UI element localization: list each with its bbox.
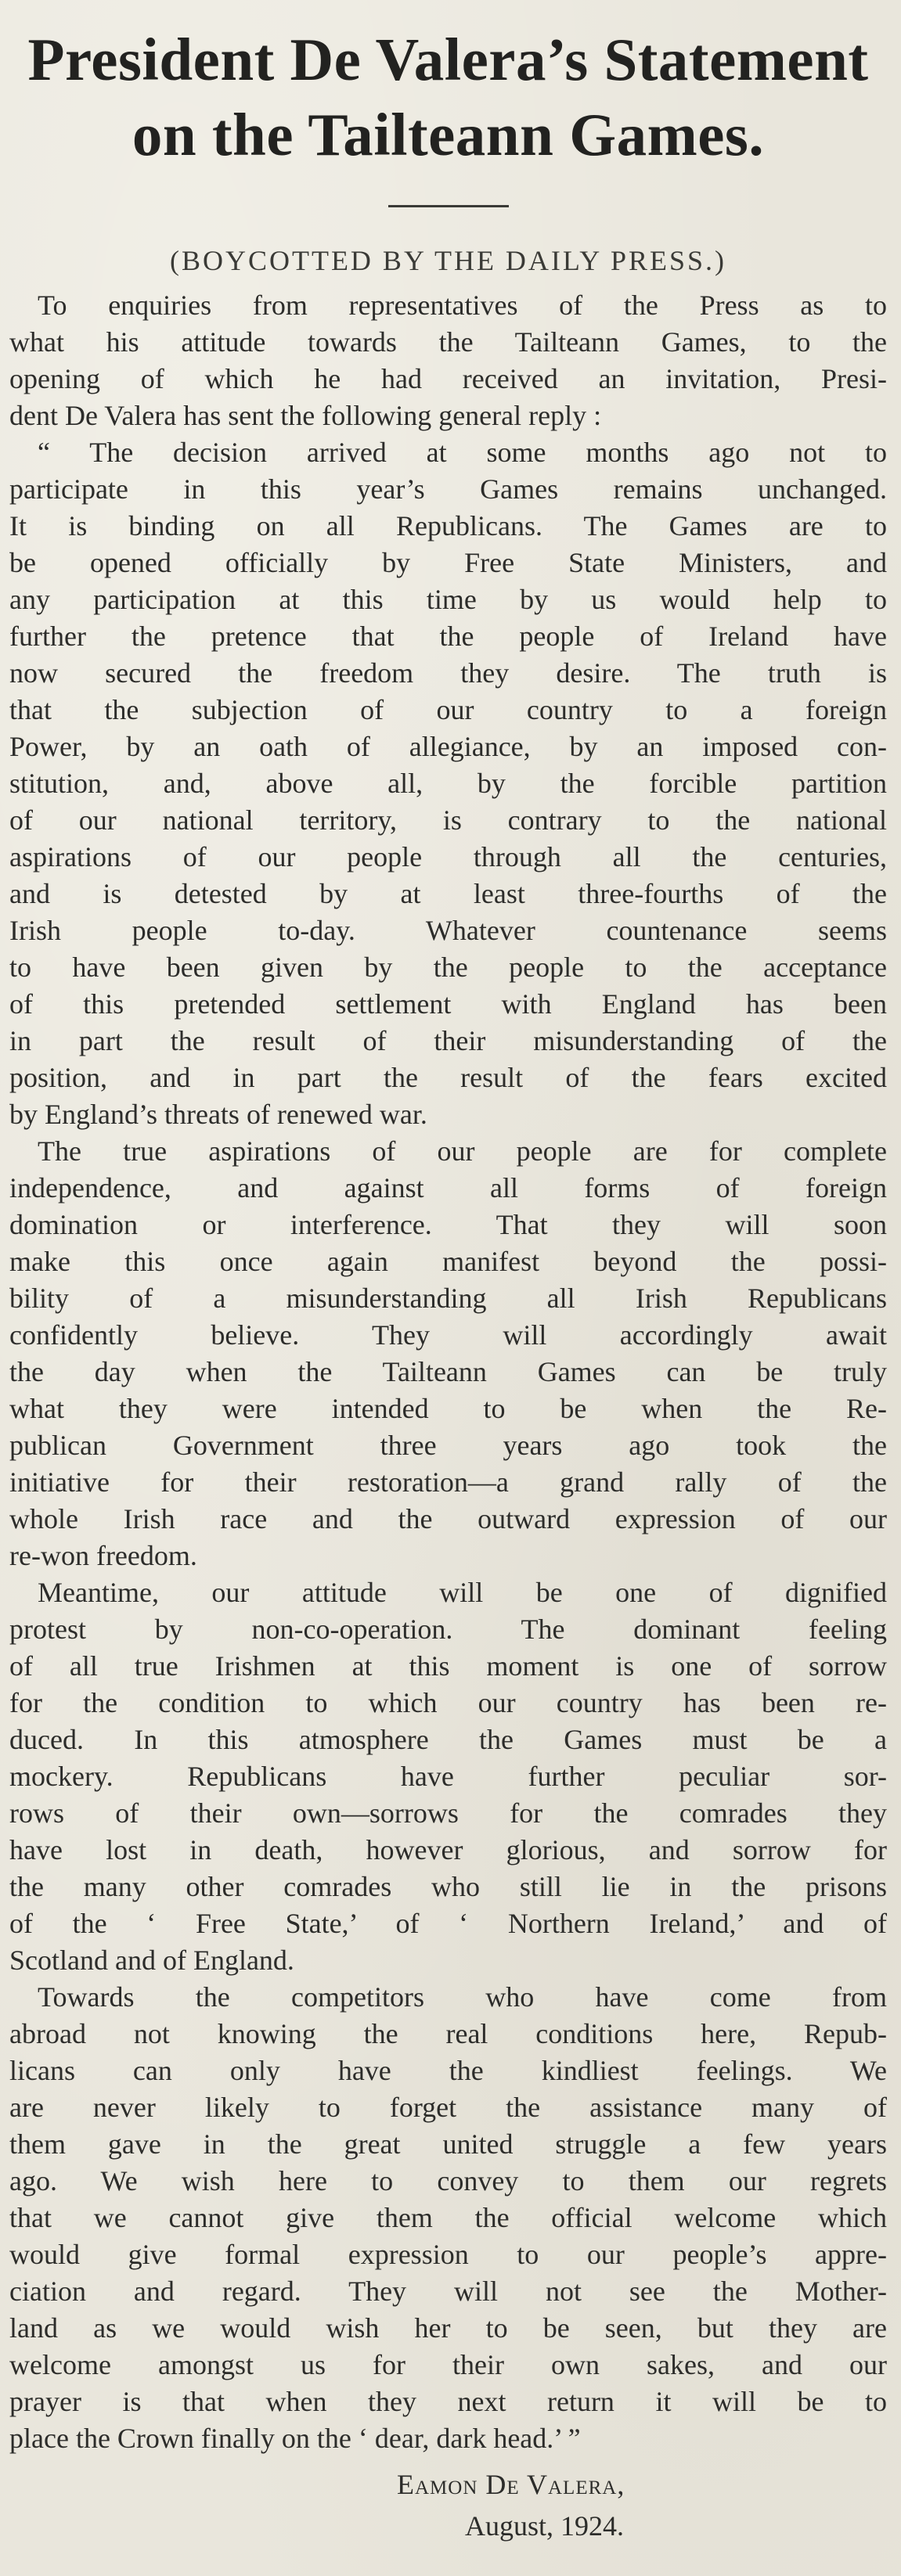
paragraph-line: land as we would wish her to be seen, but they are [9,2312,887,2344]
paragraph-line: To enquiries from representatives of the Press as to [38,290,887,321]
paragraph-line: the many other comrades who still lie in the prisons [9,1871,887,1902]
paragraph-line: Towards the competitors who have come from [38,1981,887,2013]
headline-divider-rule [388,205,509,207]
paragraph-line: would give formal expression to our people’s appre- [9,2239,887,2270]
article-body [9,287,887,2457]
paragraph [9,1979,887,2457]
paragraph-line: by England’s threats of renewed war. [9,1099,427,1130]
paragraph-line: confidently believe. They will accordingly await [9,1319,887,1351]
paragraph-line: of our national territory, is contrary to the national [9,804,887,836]
paragraph-line: domination or interference. That they will soon [9,1209,887,1240]
paragraph-line: what his attitude towards the Tailteann Games, to the [9,326,887,358]
headline-line-1: President De Valera’s Statement [27,26,869,93]
paragraph [9,287,887,434]
paragraph-line: that we cannot give them the official welcome which [9,2202,887,2233]
paragraph-line: ciation and regard. They will not see the Mother- [9,2276,887,2307]
paragraph-line: be opened officially by Free State Ministers, and [9,547,887,578]
paragraph-line: mockery. Republicans have further peculiar sor- [9,1761,887,1792]
subhead: (BOYCOTTED BY THE DAILY PRESS.) [169,245,727,276]
paragraph-line: of all true Irishmen at this moment is one of sorrow [9,1650,887,1682]
paragraph-line: ago. We wish here to convey to them our regrets [9,2165,887,2196]
paragraph-line: and is detested by at least three-fourths of the [9,878,887,909]
paragraph-line: make this once again manifest beyond the possi- [9,1246,887,1277]
paragraph-line: re-won freedom. [9,1540,197,1571]
paragraph-line: participate in this year’s Games remains unchanged. [9,473,887,505]
paragraph-line: Irish people to-day. Whatever countenance seems [9,915,887,946]
paragraph-line: place the Crown finally on the ‘ dear, dark head.’ ” [9,2423,581,2454]
paragraph-line: for the condition to which our country has been re- [9,1687,887,1718]
paragraph-line: in part the result of their misunderstanding of the [9,1025,887,1056]
paragraph-line: licans can only have the kindliest feelings. We [9,2055,887,2086]
paragraph-line: duced. In this atmosphere the Games must be a [9,1724,887,1755]
paragraph-line: them gave in the great united struggle a few years [9,2128,887,2160]
paragraph-line: the day when the Tailteann Games can be truly [9,1356,887,1387]
paragraph-line: It is binding on all Republicans. The Games are to [9,510,887,541]
paragraph-line: of this pretended settlement with England has been [9,988,887,1020]
paragraph-line: prayer is that when they next return it will be to [9,2386,887,2417]
paragraph-line: Scotland and of England. [9,1945,294,1976]
paragraph-line: rows of their own—sorrows for the comrades they [9,1797,887,1829]
paragraph-line: position, and in part the result of the fears excited [9,1062,887,1093]
paragraph-line: publican Government three years ago took the [9,1430,887,1461]
paragraph-line: dent De Valera has sent the following general reply : [9,400,602,431]
paragraph [9,1574,887,1979]
paragraph-line: what they were intended to be when the Re- [9,1393,887,1424]
paragraph-line: are never likely to forget the assistance many of [9,2092,887,2123]
paragraph-line: aspirations of our people through all the centuries, [9,841,887,872]
paragraph-line: bility of a misunderstanding all Irish Republicans [9,1283,887,1314]
paragraph-line: stitution, and, above all, by the forcible partition [9,768,887,799]
paragraph-line: abroad not knowing the real conditions here, Repub- [9,2018,887,2049]
paragraph-line: of the ‘ Free State,’ of ‘ Northern Ireland,’ and of [9,1908,887,1939]
paragraph-line: to have been given by the people to the acceptance [9,952,887,983]
paragraph-line: that the subjection of our country to a foreign [9,694,887,725]
paragraph-line: whole Irish race and the outward expression of our [9,1503,887,1534]
paragraph [9,1133,887,1574]
paragraph-line: have lost in death, however glorious, and sorrow for [9,1834,887,1865]
signature-date: August, 1924. [465,2510,625,2542]
signature-name: Eamon De Valera, [397,2469,625,2500]
paragraph [9,434,887,1133]
signature-block [9,2466,887,2545]
headline-line-2: on the Tailteann Games. [132,101,765,168]
paragraph-line: Meantime, our attitude will be one of dignified [38,1577,887,1608]
paragraph-line: Power, by an oath of allegiance, by an imposed con- [9,731,887,762]
paragraph-line: opening of which he had received an invitation, Presi- [9,363,887,394]
headline [9,22,887,172]
paragraph-line: initiative for their restoration—a grand rally of the [9,1466,887,1498]
paragraph-line: “ The decision arrived at some months ago not to [38,437,887,468]
paragraph-line: welcome amongst us for their own sakes, and our [9,2349,887,2380]
paragraph-line: independence, and against all forms of foreign [9,1172,887,1203]
paragraph-line: The true aspirations of our people are for complete [38,1135,887,1167]
paragraph-line: now secured the freedom they desire. The truth is [9,657,887,689]
paragraph-line: protest by non-co-operation. The dominant feeling [9,1614,887,1645]
paragraph-line: further the pretence that the people of Ireland have [9,621,887,652]
paragraph-line: any participation at this time by us would help to [9,584,887,615]
